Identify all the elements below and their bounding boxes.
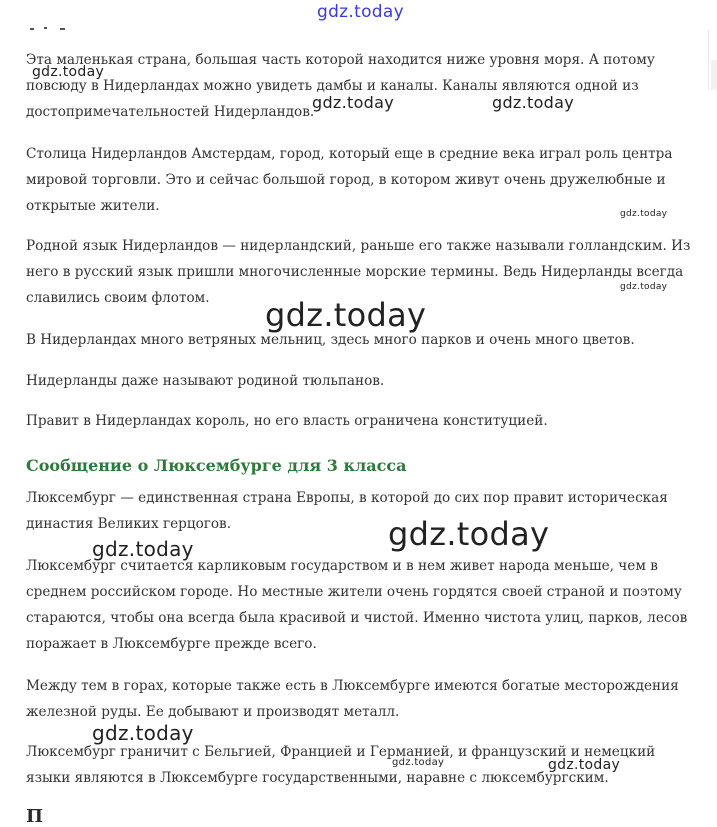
paragraph-nl-1: Эта маленькая страна, большая часть которой находится ниже уровня моря. А потому повсюду в Нидерландах можно увидеть дамбы и каналы. Каналы являются одной из достопримечательностей Нидерландов.	[26, 52, 655, 120]
watermark: gdz.today	[620, 209, 668, 219]
watermark: gdz.today	[312, 93, 394, 112]
watermark-top: gdz.today	[317, 2, 404, 22]
watermark: gdz.today	[548, 757, 621, 773]
cropped-text-fragment	[30, 16, 66, 22]
watermark: gdz.today	[92, 537, 194, 561]
paragraph-lux-2: Люксембург считается карликовым государством и в нем живет народа меньше, чем в среднем российском городе. Но местные жители очень гордятся своей страной и поэтому стараются, чтобы она всегда была красивой и чистой. Именно чистота улиц, парков, лесов поражает в Люксембурге прежде всего.	[26, 558, 688, 652]
next-heading-cut: П	[26, 806, 44, 827]
right-edge-block	[711, 60, 717, 90]
paragraph-nl-6: Правит в Нидерландах король, но его власть ограничена конституцией.	[26, 413, 548, 429]
paragraph-nl-3: Родной язык Нидерландов — нидерландский, раньше его также называли голландским. Из него в русский язык пришли многочисленные морские термины. Ведь Нидерланды всегда славились своим флотом.	[26, 238, 691, 306]
paragraph-nl-2: Столица Нидерландов Амстердам, город, который еще в средние века играл роль центра мировой торговли. Это и сейчас большой город, в котором живут очень дружелюбные и открытые жители.	[26, 146, 673, 214]
paragraph-nl-5: Нидерланды даже называют родиной тюльпанов.	[26, 373, 385, 389]
watermark: gdz.today	[92, 721, 194, 745]
watermark-large: gdz.today	[265, 296, 427, 334]
watermark: gdz.today	[32, 64, 105, 80]
paragraph-lux-3: Между тем в горах, которые также есть в Люксембурге имеются богатые месторождения железной руды. Ее добывают и производят металл.	[26, 678, 679, 720]
section-heading-luxembourg: Сообщение о Люксембурге для 3 класса	[26, 456, 407, 475]
watermark: gdz.today	[392, 757, 445, 768]
watermark: gdz.today	[492, 93, 574, 112]
watermark: gdz.today	[620, 282, 668, 292]
paragraph-lux-1: Люксембург — единственная страна Европы, в которой до сих пор правит историческая династия Великих герцогов.	[26, 490, 668, 532]
paragraph-nl-4: В Нидерландах много ветряных мельниц, здесь много парков и очень много цветов.	[26, 332, 635, 348]
watermark-large: gdz.today	[388, 515, 550, 553]
paragraph-lux-4: Люксембург граничит с Бельгией, Францией и Германией, и французский и немецкий языки являются в Люксембурге государственными, наравне с люксембургским.	[26, 744, 656, 786]
